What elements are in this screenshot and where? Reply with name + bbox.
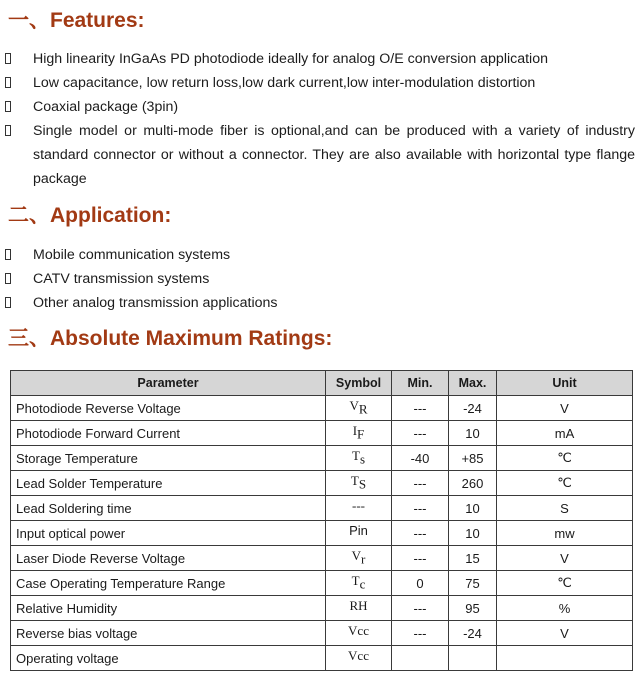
cell-min: 0 bbox=[392, 571, 449, 596]
symbol-text: V bbox=[349, 398, 359, 414]
symbol-text: Vcc bbox=[348, 648, 369, 664]
ratings-heading bbox=[8, 322, 332, 352]
symbol-subscript: F bbox=[357, 426, 365, 442]
cell-symbol bbox=[326, 571, 392, 596]
cell-min: --- bbox=[392, 596, 449, 621]
cell-parameter: Case Operating Temperature Range bbox=[11, 571, 326, 596]
cell-max: -24 bbox=[449, 621, 497, 646]
cell-min bbox=[392, 646, 449, 671]
cell-symbol bbox=[326, 546, 392, 571]
feature-text: Low capacitance, low return loss,low dark current,low inter-modulation distortion bbox=[33, 75, 536, 91]
cell-unit: mA bbox=[497, 421, 633, 446]
cell-symbol bbox=[326, 471, 392, 496]
bullet-square-icon bbox=[5, 53, 11, 64]
cell-parameter: Photodiode Reverse Voltage bbox=[11, 396, 326, 421]
cell-max bbox=[449, 646, 497, 671]
symbol-text: RH bbox=[349, 598, 368, 614]
application-item bbox=[0, 267, 640, 291]
features-title: Features bbox=[50, 9, 138, 32]
cell-unit: ℃ bbox=[497, 446, 633, 471]
symbol-subscript: S bbox=[358, 476, 367, 492]
bullet-square-icon bbox=[5, 125, 11, 136]
symbol-text: I bbox=[352, 423, 358, 439]
cell-symbol bbox=[326, 521, 392, 546]
application-title: Application bbox=[50, 204, 165, 227]
header-symbol: Symbol bbox=[326, 371, 392, 396]
ratings-title: Absolute Maximum Ratings bbox=[50, 327, 326, 350]
symbol-text: Pin bbox=[349, 523, 368, 539]
feature-item bbox=[0, 71, 640, 95]
cell-unit: ℃ bbox=[497, 471, 633, 496]
cell-unit: mw bbox=[497, 521, 633, 546]
header-parameter: Parameter bbox=[11, 371, 326, 396]
cell-parameter: Reverse bias voltage bbox=[11, 621, 326, 646]
cell-max: -24 bbox=[449, 396, 497, 421]
table-row bbox=[11, 646, 633, 671]
header-max: Max. bbox=[449, 371, 497, 396]
symbol-text: T bbox=[351, 573, 360, 589]
feature-text: High linearity InGaAs PD photodiode ideally for analog O/E conversion application bbox=[33, 51, 548, 67]
symbol-text: T bbox=[351, 448, 360, 464]
symbol-subscript: r bbox=[361, 551, 366, 567]
application-text: Mobile communication systems bbox=[33, 247, 231, 263]
cell-parameter: Relative Humidity bbox=[11, 596, 326, 621]
symbol-subscript: R bbox=[358, 401, 368, 417]
cell-symbol bbox=[326, 596, 392, 621]
cell-symbol bbox=[326, 646, 392, 671]
cell-parameter: Laser Diode Reverse Voltage bbox=[11, 546, 326, 571]
application-text: Other analog transmission applications bbox=[33, 295, 278, 311]
application-item bbox=[0, 243, 640, 267]
cell-min: --- bbox=[392, 496, 449, 521]
cell-parameter: Storage Temperature bbox=[11, 446, 326, 471]
bullet-square-icon bbox=[5, 297, 11, 308]
cell-min: --- bbox=[392, 421, 449, 446]
table-row bbox=[11, 571, 633, 596]
symbol-subscript: s bbox=[359, 451, 365, 467]
cell-max: 260 bbox=[449, 471, 497, 496]
application-item bbox=[0, 291, 640, 315]
features-heading bbox=[8, 4, 145, 34]
cell-parameter: Lead Solder Temperature bbox=[11, 471, 326, 496]
cell-unit: V bbox=[497, 546, 633, 571]
cell-parameter: Photodiode Forward Current bbox=[11, 421, 326, 446]
header-min: Min. bbox=[392, 371, 449, 396]
cell-symbol bbox=[326, 621, 392, 646]
cell-min: --- bbox=[392, 621, 449, 646]
application-number: 二、 bbox=[8, 203, 50, 227]
cell-max: +85 bbox=[449, 446, 497, 471]
application-heading bbox=[8, 199, 171, 229]
application-list bbox=[0, 243, 640, 315]
table-row bbox=[11, 546, 633, 571]
cell-min: --- bbox=[392, 546, 449, 571]
application-text: CATV transmission systems bbox=[33, 271, 210, 287]
table-row bbox=[11, 496, 633, 521]
table-row bbox=[11, 596, 633, 621]
ratings-table bbox=[10, 370, 633, 671]
cell-unit bbox=[497, 646, 633, 671]
table-row bbox=[11, 471, 633, 496]
cell-parameter: Operating voltage bbox=[11, 646, 326, 671]
table-row bbox=[11, 446, 633, 471]
feature-text: Coaxial package (3pin) bbox=[33, 99, 179, 115]
features-colon: : bbox=[137, 9, 145, 32]
table-row bbox=[11, 521, 633, 546]
cell-max: 10 bbox=[449, 521, 497, 546]
symbol-text: --- bbox=[352, 498, 365, 514]
cell-symbol bbox=[326, 446, 392, 471]
feature-item bbox=[0, 47, 640, 71]
feature-text: Single model or multi-mode fiber is optional,and can be produced with a variety of industry standard connector or without a connector. They are also available with horizontal type flange package bbox=[33, 123, 635, 187]
cell-max: 95 bbox=[449, 596, 497, 621]
ratings-number: 三、 bbox=[8, 326, 50, 350]
header-unit: Unit bbox=[497, 371, 633, 396]
cell-min: --- bbox=[392, 521, 449, 546]
cell-unit: S bbox=[497, 496, 633, 521]
symbol-text: T bbox=[350, 473, 359, 489]
bullet-square-icon bbox=[5, 101, 11, 112]
features-list bbox=[0, 47, 640, 191]
ratings-colon: : bbox=[325, 327, 333, 350]
symbol-text: V bbox=[351, 548, 362, 564]
cell-unit: % bbox=[497, 596, 633, 621]
application-colon: : bbox=[164, 204, 172, 227]
cell-min: --- bbox=[392, 471, 449, 496]
cell-unit: V bbox=[497, 396, 633, 421]
cell-parameter: Input optical power bbox=[11, 521, 326, 546]
table-header-row bbox=[11, 371, 633, 396]
cell-max: 75 bbox=[449, 571, 497, 596]
feature-item bbox=[0, 95, 640, 119]
symbol-text: Vcc bbox=[348, 623, 369, 639]
cell-parameter: Lead Soldering time bbox=[11, 496, 326, 521]
feature-item bbox=[0, 119, 640, 191]
cell-max: 10 bbox=[449, 496, 497, 521]
cell-unit: V bbox=[497, 621, 633, 646]
table-row bbox=[11, 621, 633, 646]
cell-max: 10 bbox=[449, 421, 497, 446]
cell-symbol bbox=[326, 421, 392, 446]
symbol-subscript: c bbox=[359, 576, 366, 592]
bullet-square-icon bbox=[5, 77, 11, 88]
table-row bbox=[11, 421, 633, 446]
bullet-square-icon bbox=[5, 273, 11, 284]
cell-min: -40 bbox=[392, 446, 449, 471]
cell-symbol bbox=[326, 396, 392, 421]
features-number: 一、 bbox=[8, 8, 50, 32]
cell-max: 15 bbox=[449, 546, 497, 571]
cell-unit: ℃ bbox=[497, 571, 633, 596]
cell-min: --- bbox=[392, 396, 449, 421]
cell-symbol bbox=[326, 496, 392, 521]
bullet-square-icon bbox=[5, 249, 11, 260]
table-row bbox=[11, 396, 633, 421]
